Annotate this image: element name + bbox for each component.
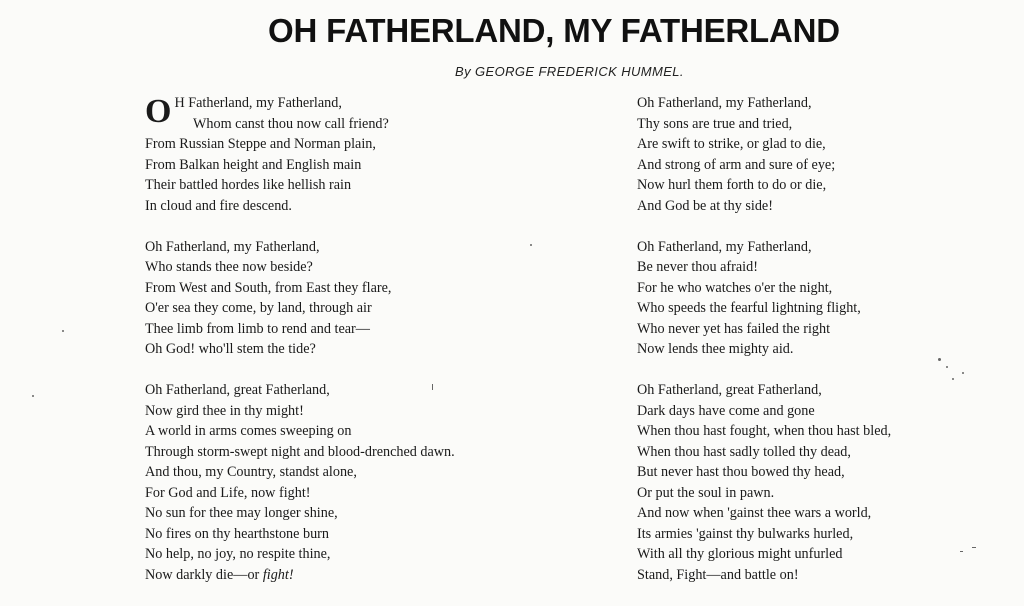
- print-speck: [32, 395, 34, 397]
- right-stanza-1: [637, 93, 891, 216]
- print-speck: [960, 551, 963, 552]
- print-speck: [962, 372, 964, 374]
- poem-line: And thou, my Country, standst alone,: [145, 464, 357, 480]
- last-line-text: Now darkly die—or: [145, 566, 263, 583]
- poem-line: But never hast thou bowed thy head,: [637, 464, 845, 480]
- poem-line: And now when 'gainst thee wars a world,: [637, 505, 872, 521]
- poem-line: From Russian Steppe and Norman plain,: [145, 136, 376, 152]
- poem-line: Who stands thee now beside?: [145, 259, 313, 275]
- poem-line: And God be at thy side!: [637, 197, 773, 214]
- last-line-italic: fight!: [262, 566, 294, 583]
- poem-line: Dark days have come and gone: [637, 402, 815, 419]
- poem-byline: By GEORGE FREDERICK HUMMEL.: [455, 64, 684, 79]
- poem-line: No help, no joy, no respite thine,: [145, 546, 331, 562]
- left-stanza-1: [145, 93, 455, 216]
- poem-line: Or put the soul in pawn.: [637, 484, 775, 501]
- print-speck: [62, 330, 64, 332]
- poem-line: Oh Fatherland, great Fatherland,: [637, 382, 822, 398]
- print-speck: [972, 547, 976, 548]
- right-column: [637, 93, 891, 606]
- poem-line: And strong of arm and sure of eye;: [637, 156, 836, 173]
- poem-line: Oh Fatherland, great Fatherland,: [145, 382, 330, 398]
- right-stanza-2: [637, 237, 891, 360]
- left-stanza-3: [145, 380, 455, 585]
- poem-line: Now gird thee in thy might!: [145, 402, 304, 419]
- print-speck: [952, 378, 954, 380]
- drop-cap: O: [145, 93, 172, 130]
- poem-line: For he who watches o'er the night,: [637, 279, 833, 296]
- print-speck: [938, 358, 941, 361]
- print-speck: [432, 384, 433, 390]
- poem-last-line: [145, 565, 455, 586]
- left-column: [145, 93, 455, 606]
- poem-title: OH FATHERLAND, MY FATHERLAND: [268, 12, 840, 49]
- print-speck: [946, 366, 948, 368]
- poem-line: Thy sons are true and tried,: [637, 115, 793, 132]
- poem-line: A world in arms comes sweeping on: [145, 423, 352, 439]
- poem-line: Its armies 'gainst thy bulwarks hurled,: [637, 525, 854, 542]
- poem-line: From Balkan height and English main: [145, 156, 362, 173]
- poem-line: H Fatherland, my Fatherland,: [174, 95, 342, 111]
- poem-line: Stand, Fight—and battle on!: [637, 566, 799, 583]
- poem-line: Are swift to strike, or glad to die,: [637, 136, 826, 152]
- print-speck: [530, 244, 532, 246]
- poem-line: Now lends thee mighty aid.: [637, 341, 794, 357]
- poem-line: When thou hast sadly tolled thy dead,: [637, 443, 851, 460]
- poem-line: No fires on thy hearthstone burn: [145, 525, 330, 542]
- poem-line: No sun for thee may longer shine,: [145, 505, 338, 521]
- right-stanza-3: [637, 380, 891, 585]
- poem-line: Oh Fatherland, my Fatherland,: [637, 95, 812, 111]
- poem-line: In cloud and fire descend.: [145, 197, 292, 214]
- poem-line: O'er sea they come, by land, through air: [145, 300, 372, 316]
- poem-line: Through storm-swept night and blood-drenched dawn.: [145, 443, 455, 460]
- poem-line: Who speeds the fearful lightning flight,: [637, 300, 861, 316]
- poem-line: For God and Life, now fight!: [145, 484, 311, 501]
- poem-line: With all thy glorious might unfurled: [637, 546, 843, 562]
- poem-line: Be never thou afraid!: [637, 259, 758, 275]
- poem-line: Their battled hordes like hellish rain: [145, 177, 352, 193]
- poem-line: From West and South, from East they flare,: [145, 279, 392, 296]
- poem-line: Oh Fatherland, my Fatherland,: [637, 238, 812, 255]
- poem-line: Oh Fatherland, my Fatherland,: [145, 238, 320, 255]
- poem-line: Who never yet has failed the right: [637, 320, 831, 337]
- left-stanza-2: [145, 237, 455, 360]
- poem-line: Now hurl them forth to do or die,: [637, 177, 827, 193]
- poem-line: When thou hast fought, when thou hast bled,: [637, 423, 892, 439]
- poem-line: Thee limb from limb to rend and tear—: [145, 320, 370, 337]
- poem-line: Whom canst thou now call friend?: [193, 115, 389, 132]
- poem-line: Oh God! who'll stem the tide?: [145, 341, 316, 357]
